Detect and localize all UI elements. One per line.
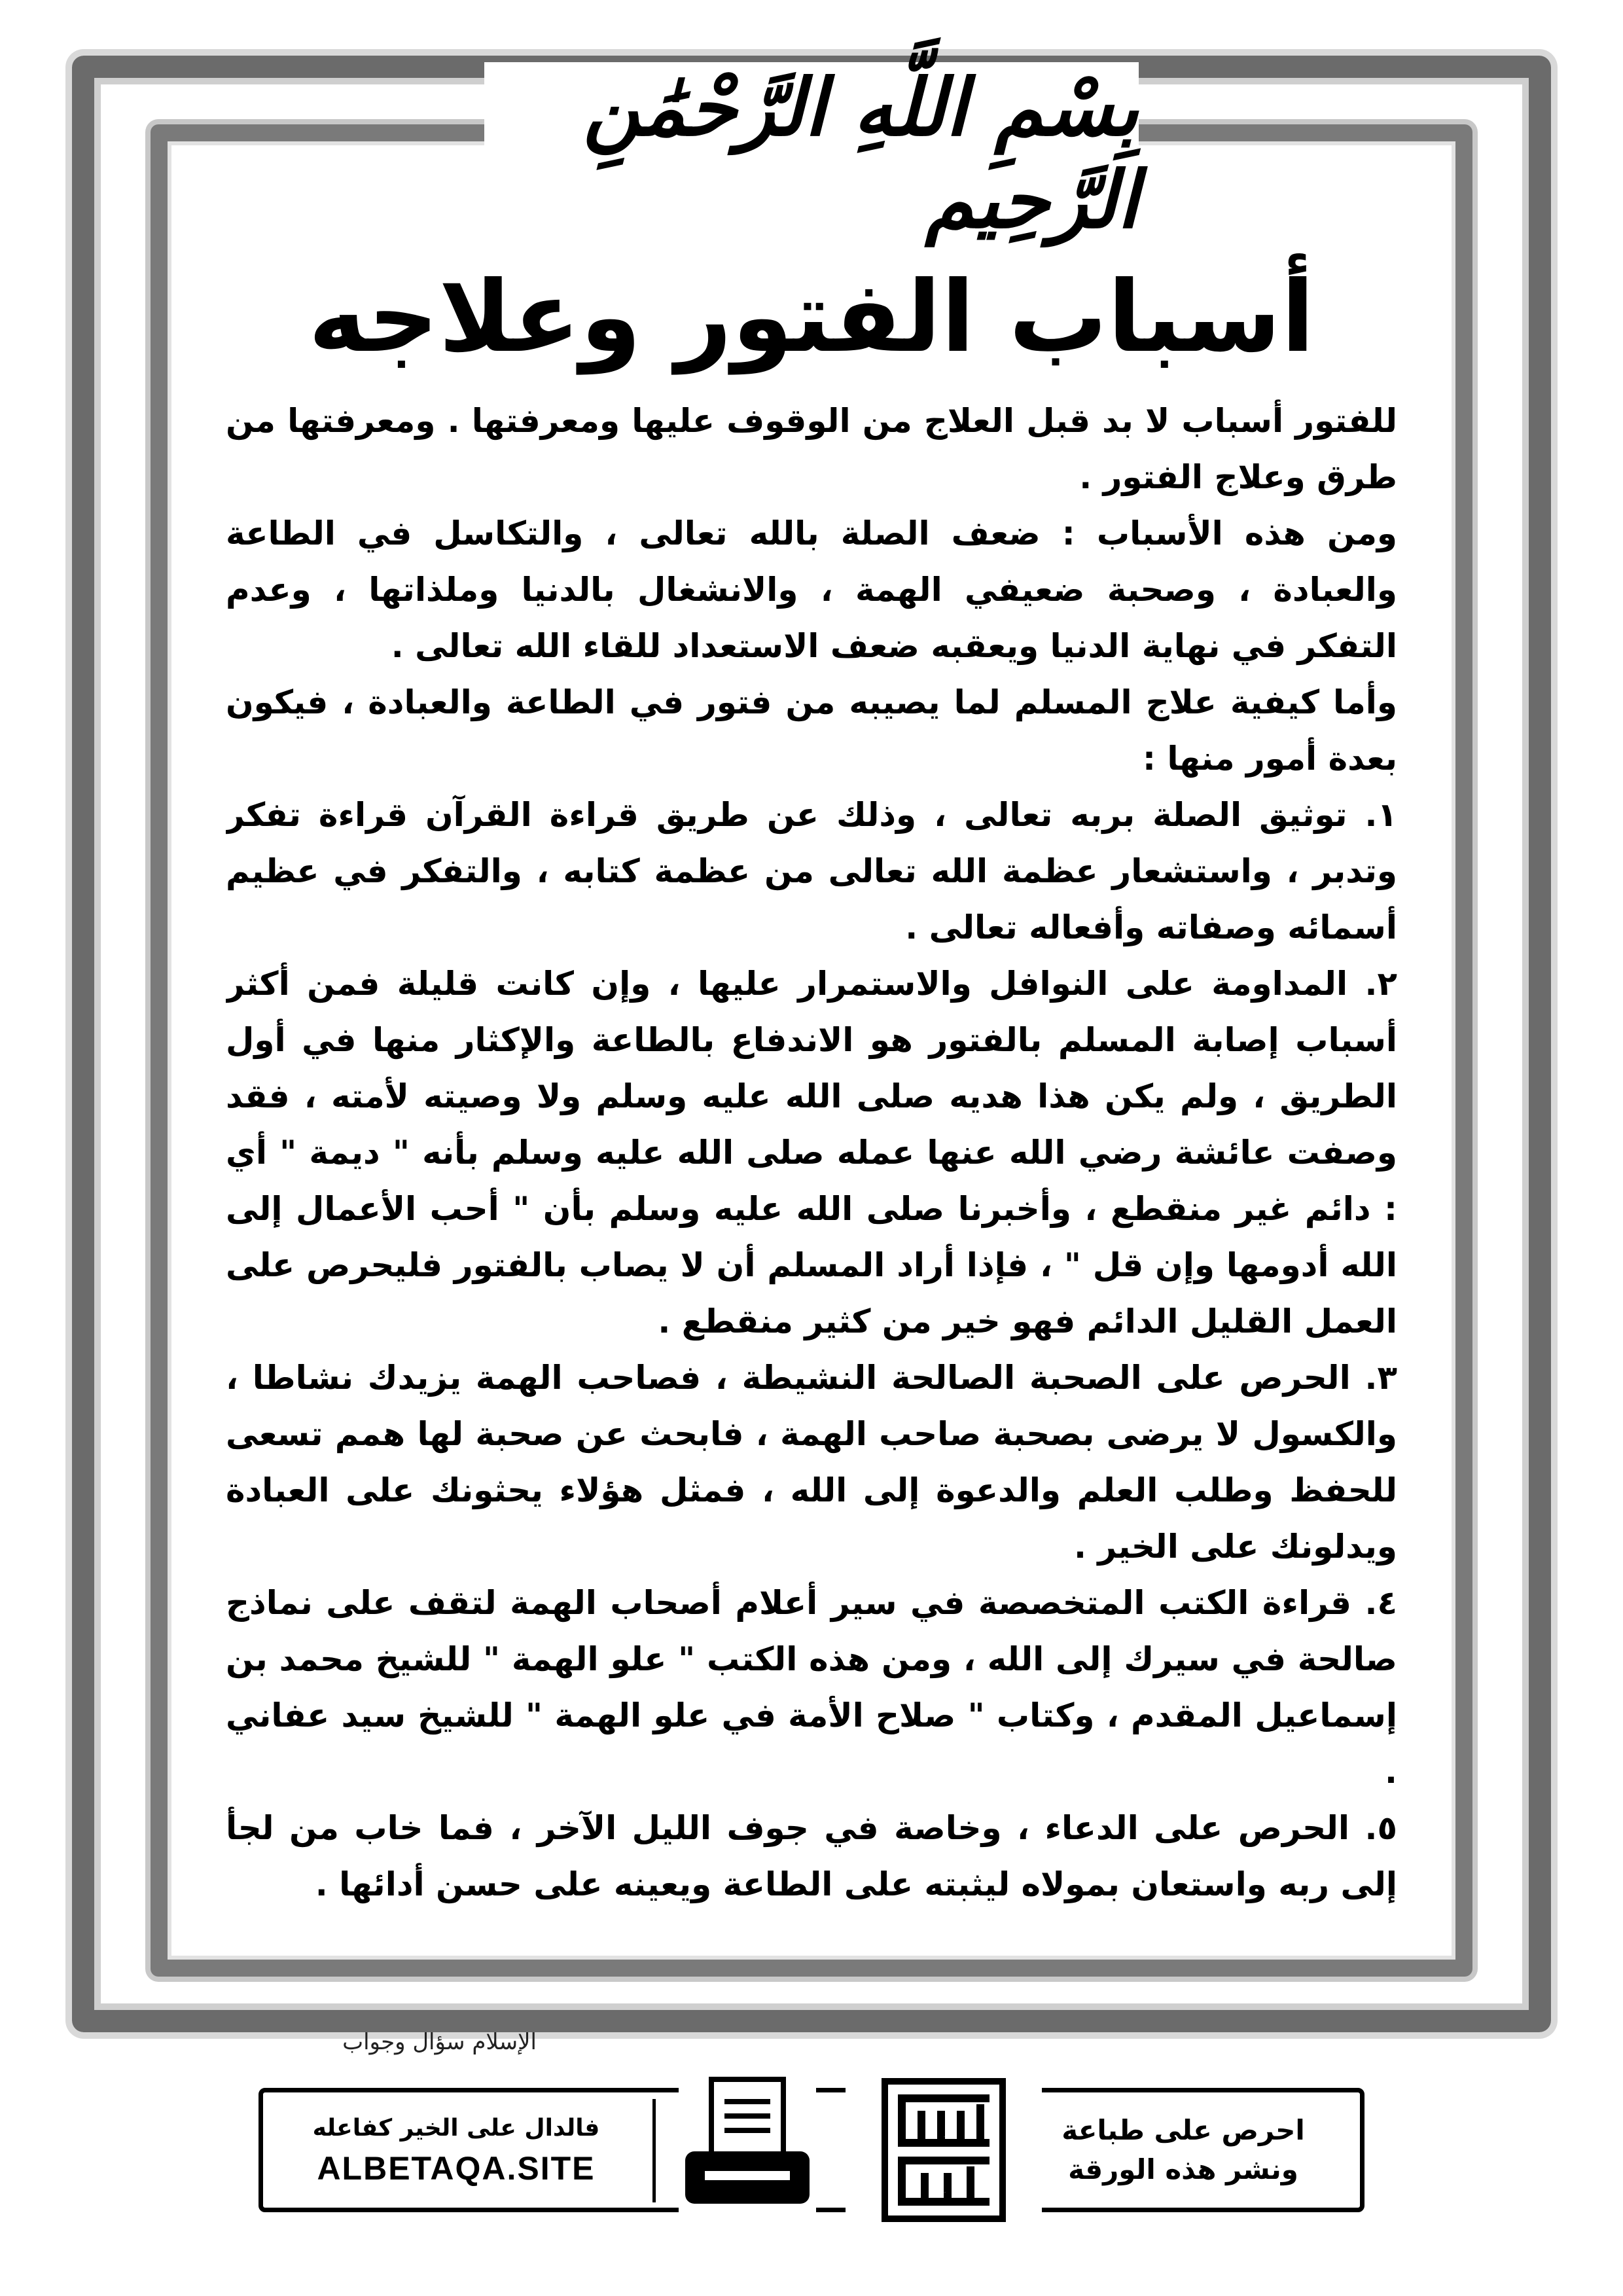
site-link[interactable]: ALBETAQA.SITE (317, 2150, 596, 2187)
print-note-line-1: احرص على طباعة (1061, 2114, 1305, 2146)
title-container (275, 249, 1348, 386)
paragraph-remedy-intro: وأما كيفية علاج المسلم لما يصيبه من فتور في الطاعة والعبادة ، فيكون بعدة أمور منها : (226, 683, 1397, 778)
dawa-waraqa-logo (846, 2072, 1042, 2229)
paragraph-point-3: ٣. الحرص على الصحبة الصالحة النشيطة ، فصاحب الهمة يزيدك نشاطا ، والكسول لا يرضى بصحبة صاحب الهمة ، فابحث عن صحبة لها همم تسعى للحفظ وطلب العلم والدعوة إلى الله ، فمثل هؤلاء يحثونك على العبادة ويدلونك على الخير . (226, 1359, 1397, 1566)
svg-text:الدعوة: الدعوة (944, 2137, 946, 2138)
footer-site-block (263, 2092, 649, 2208)
footer-banner (259, 2088, 1364, 2212)
printer-icon (666, 2066, 829, 2230)
paragraph-point-2: ٢. المداومة على النوافل والاستمرار عليها ، وإن كانت قليلة فمن أكثر أسباب إصابة المسلم بالفتور هو الاندفاع بالطاعة والإكثار منها في أول الطريق ، ولم يكن هذا هديه صلى الله عليه وسلم ولا وصيته لأمته ، فقد وصفت عائشة رضي الله عنها عمله صلى الله عليه وسلم بأنه " ديمة " أي : دائم غير منقطع ، وأخبرنا صلى الله عليه وسلم بأن " أحب الأعمال إلى الله أدومها وإن قل " ، فإذا أراد المسلم أن لا يصاب بالفتور فليحرص على العمل القليل الدائم فهو خير من كثير منقطع . (226, 965, 1397, 1340)
basmala-text: بِسْمِ اللَّهِ الرَّحْمَٰنِ الرَّحِيمِ (583, 62, 1139, 246)
footer-print-note (1007, 2092, 1360, 2208)
paragraph-point-1: ١. توثيق الصلة بربه تعالى ، وذلك عن طريق قراءة القرآن قراءة تفكر وتدبر ، واستشعار عظمة الله تعالى من عظمة كتابه ، والتفكر في عظيم أسمائه وصفاته وأفعاله تعالى . (226, 796, 1397, 946)
page-title: أسباب الفتور وعلاجه (308, 260, 1315, 374)
paragraph-point-5: ٥. الحرص على الدعاء ، وخاصة في جوف الليل الآخر ، فما خاب من لجأ إلى ربه واستعان بمولاه ليثبته على الطاعة ويعينه على حسن أدائها . (226, 1809, 1397, 1903)
source-credit: الإسلام سؤال وجواب (342, 2029, 537, 2055)
print-note-line-2: ونشر هذه الورقة (1068, 2153, 1298, 2185)
paragraph-point-4: ٤. قراءة الكتب المتخصصة في سير أعلام أصحاب الهمة لتقف على نماذج صالحة في سيرك إلى الله ، ومن هذه الكتب " علو الهمة " للشيخ محمد بن إسماعيل المقدم ، وكتاب " صلاح الأمة في علو الهمة " للشيخ سيد عفاني . (226, 1584, 1397, 1791)
article-body (226, 393, 1397, 2016)
kufic-logo-icon (878, 2075, 1009, 2225)
paragraph-intro: للفتور أسباب لا بد قبل العلاج من الوقوف عليها ومعرفتها . ومعرفتها من طرق وعلاج الفتور . (226, 402, 1397, 496)
paragraph-causes: ومن هذه الأسباب : ضعف الصلة بالله تعالى ، والتكاسل في الطاعة والعبادة ، وصحبة ضعيفي الهمة ، والانشغال بالدنيا وملذاتها ، وعدم التفكر في نهاية الدنيا ويعقبه ضعف الاستعداد للقاء الله تعالى . (226, 514, 1397, 665)
footer-divider-left (652, 2099, 656, 2202)
footer-slogan: فالدال على الخير كفاعله (312, 2115, 600, 2142)
basmala-calligraphy (484, 62, 1139, 245)
